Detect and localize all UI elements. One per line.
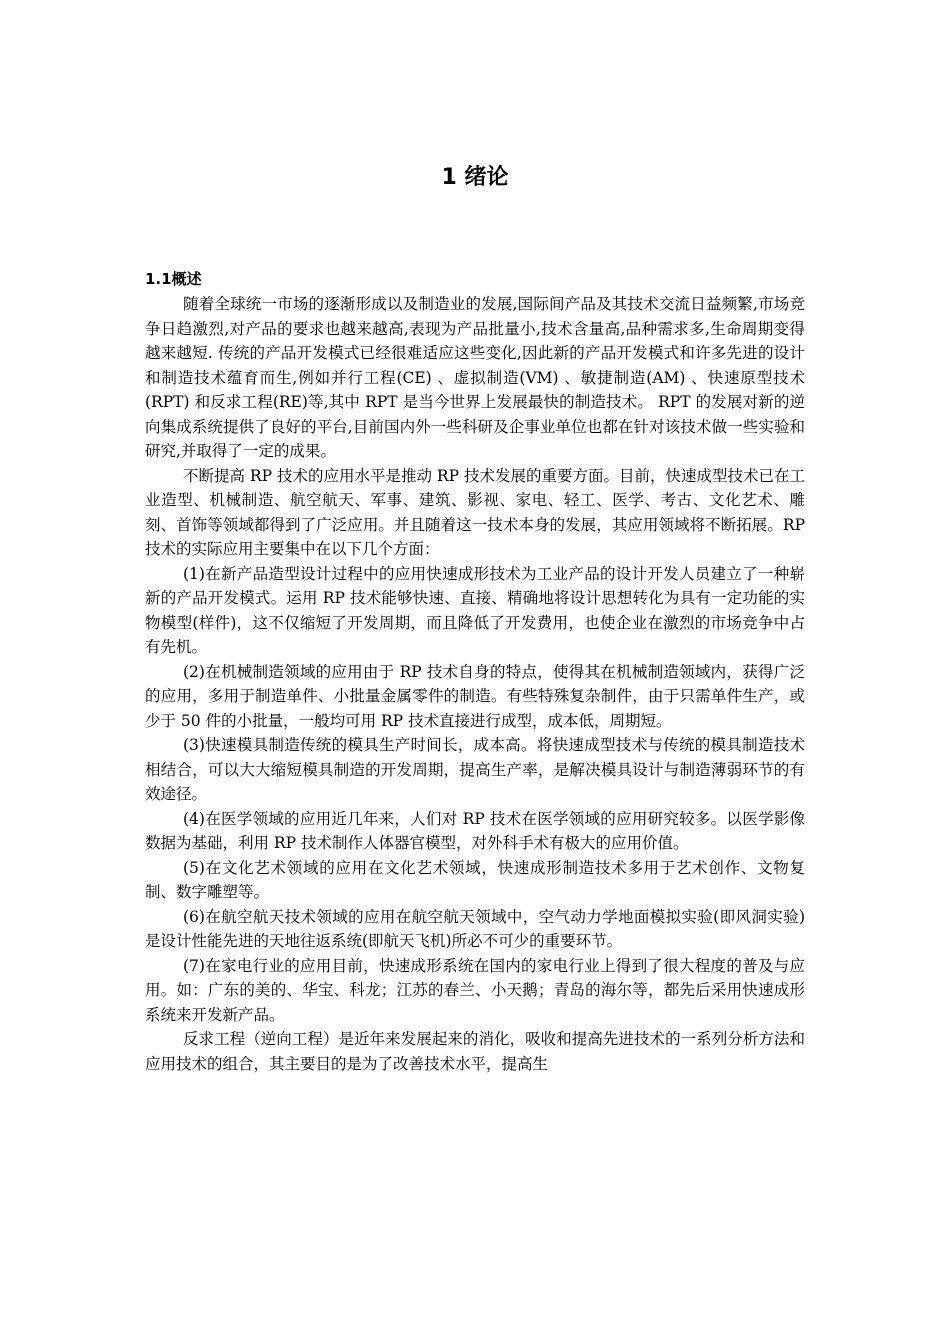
paragraph: (3)快速模具制造传统的模具生产时间长，成本高。将快速成型技术与传统的模具制造技术相结合，可以大大缩短模具制造的开发周期，提高生产率，是解决模具设计与制造薄弱环节的有效途径。 <box>145 736 805 803</box>
paragraph: (5)在文化艺术领域的应用在文化艺术领域，快速成形制造技术多用于艺术创作、文物复制、数字雕塑等。 <box>145 858 805 901</box>
section-title: 概述 <box>171 270 202 288</box>
paragraph: (1)在新产品造型设计过程中的应用快速成形技术为工业产品的设计开发人员建立了一种崭新的产品开发模式。运用 RP 技术能够快速、直接、精确地将设计思想转化为具有一定功能的实物模型(样件)，这不仅缩短了开发周期，而且降低了开发费用，也使企业在激烈的市场竞争中占有先机。 <box>145 564 805 656</box>
paragraph: 随着全球统一市场的逐渐形成以及制造业的发展,国际间产品及其技术交流日益频繁,市场竞争日趋激烈,对产品的要求也越来越高,表现为产品批量小,技术含量高,品种需求多,生命周期变得越来越短. 传统的产品开发模式已经很难适应这些变化,因此新的产品开发模式和许多先进的设计和制造技术蕴育而生,例如并行工程(CE) 、虚拟制造(VM) 、敏捷制造(AM) 、快速原型技术(RPT) 和反求工程(RE)等,其中 RPT 是当今世界上发展最快的制造技术。 RPT 的发展对新的逆向集成系统提供了良好的平台,目前国内外一些科研及企事业单位也都在针对该技术做一些实验和研究,并取得了一定的成果。 <box>145 295 805 460</box>
paragraph: (7)在家电行业的应用目前，快速成形系统在国内的家电行业上得到了很大程度的普及与应用。如：广东的美的、华宝、科龙；江苏的春兰、小天鹅；青岛的海尔等，都先后采用快速成形系统来开发新产品。 <box>145 956 805 1024</box>
paragraph: 反求工程（逆向工程）是近年来发展起来的消化，吸收和提高先进技术的一系列分析方法和应用技术的组合，其主要目的是为了改善技术水平，提高生 <box>145 1030 805 1073</box>
section-number: 1.1 <box>145 270 172 288</box>
section-heading <box>145 268 202 289</box>
body-text <box>145 292 805 1076</box>
paragraph: 不断提高 RP 技术的应用水平是推动 RP 技术发展的重要方面。目前，快速成型技术已在工业造型、机械制造、航空航天、军事、建筑、影视、家电、轻工、医学、考古、文化艺术、雕刻、首饰等领域都得到了广泛应用。并且随着这一技术本身的发展，其应用领域将不断拓展。RP 技术的实际应用主要集中在以下几个方面： <box>145 466 805 558</box>
chapter-title: 1 绪论 <box>441 165 509 190</box>
paragraph: (6)在航空航天技术领域的应用在航空航天领域中，空气动力学地面模拟实验(即风洞实验)是设计性能先进的天地往返系统(即航天飞机)所必不可少的重要环节。 <box>145 907 805 950</box>
paragraph: (4)在医学领域的应用近几年来，人们对 RP 技术在医学领域的应用研究较多。以医学影像数据为基础，利用 RP 技术制作人体器官模型，对外科手术有极大的应用价值。 <box>145 809 805 852</box>
paragraph: (2)在机械制造领域的应用由于 RP 技术自身的特点，使得其在机械制造领域内，获得广泛的应用，多用于制造单件、小批量金属零件的制造。有些特殊复杂制件，由于只需单件生产，或少于 50 件的小批量，一般均可用 RP 技术直接进行成型，成本低，周期短。 <box>145 662 805 730</box>
